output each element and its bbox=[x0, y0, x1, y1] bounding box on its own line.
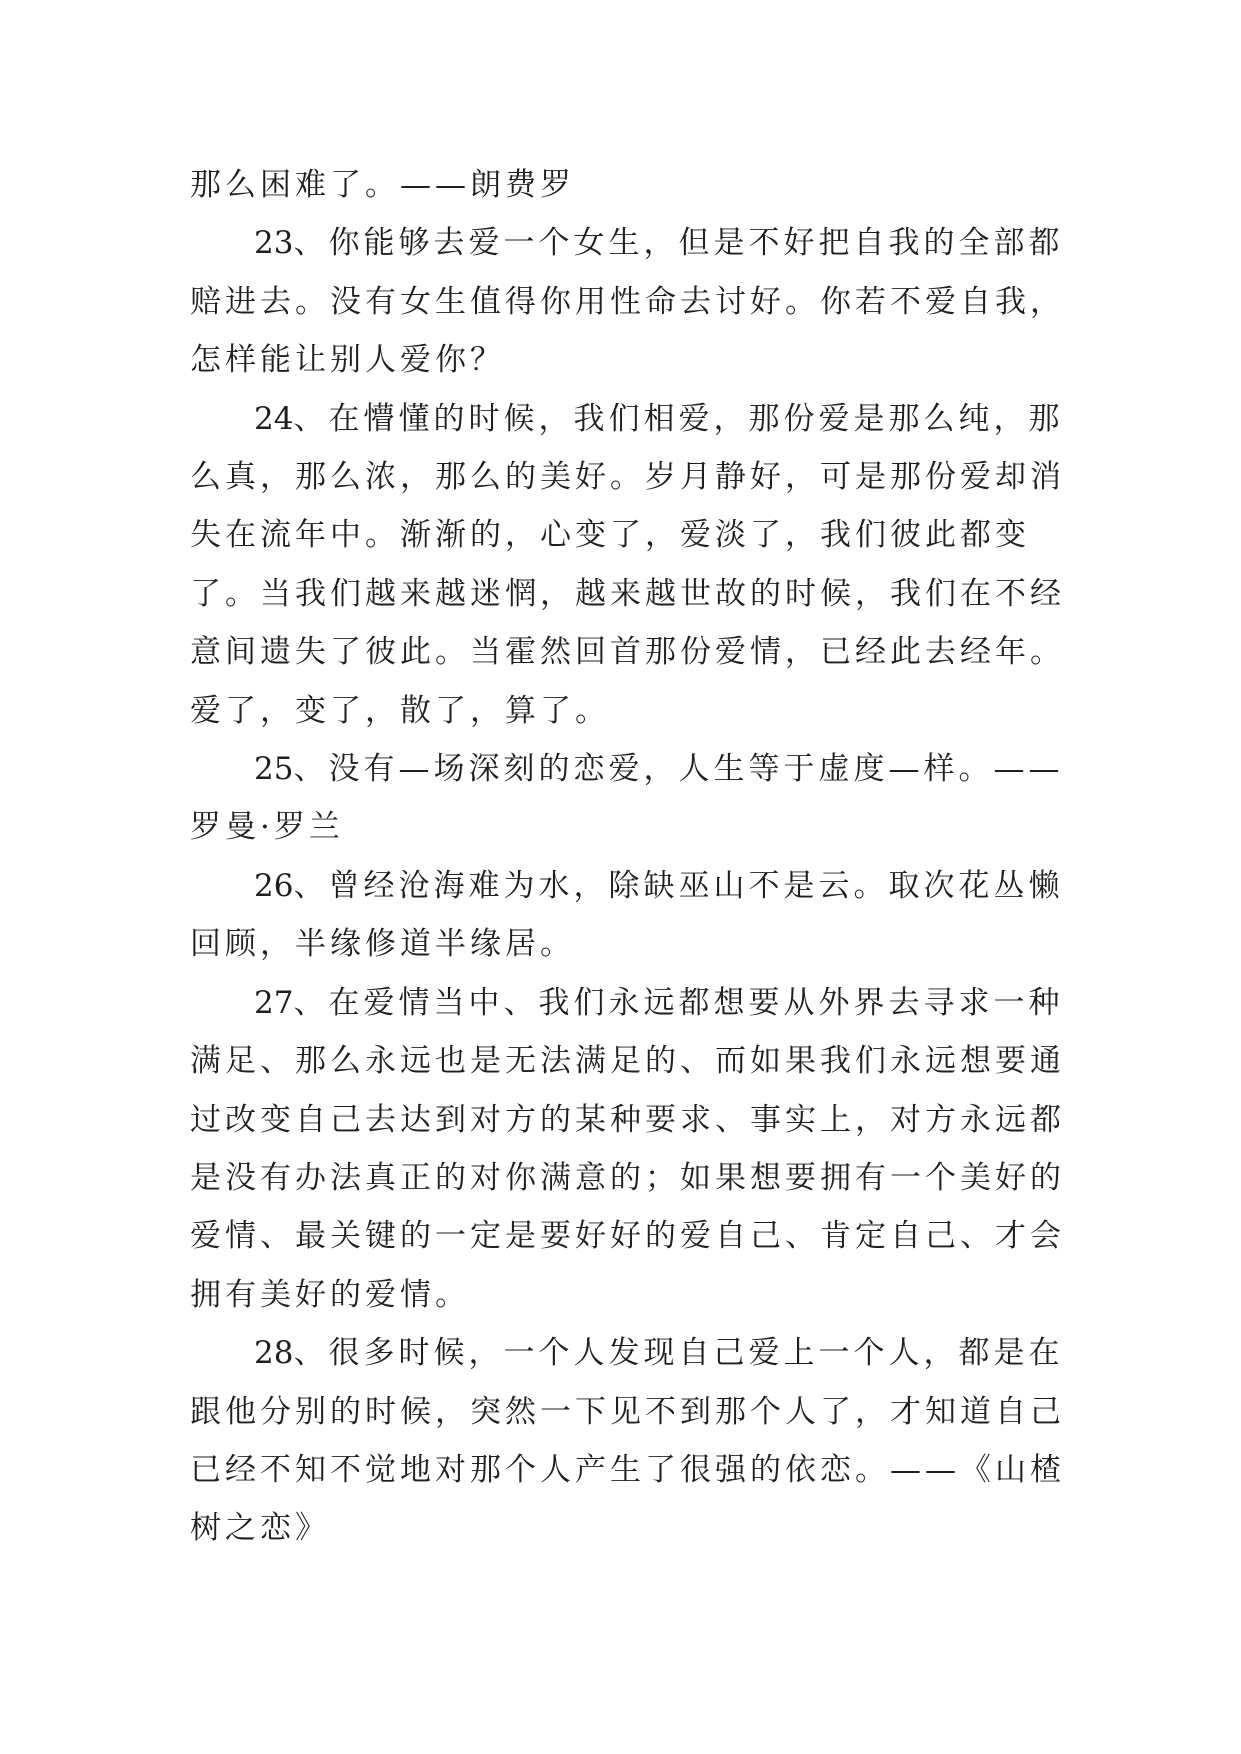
paragraph-text: 、在爱情当中、我们永远都想要从外界去寻求一种满足、那么永远也是无法满足的、而如果我们永远想要通过改变自己去达到对方的某种要求、事实上，对方永远都是没有办法真正的对你满意的；如果想要拥有一个美好的爱情、最关键的一定是要好好的爱自己、肯定自己、才会拥有美好的爱情。 bbox=[190, 984, 1065, 1313]
paragraph-text: 那么困难了。——朗费罗 bbox=[190, 167, 575, 203]
paragraph-25 bbox=[190, 740, 1065, 857]
paragraph-number: 26 bbox=[254, 867, 294, 904]
paragraph-26 bbox=[190, 857, 1065, 974]
paragraph-24 bbox=[190, 390, 1065, 740]
paragraph-23 bbox=[190, 214, 1065, 389]
paragraph-text: 、在懵懂的时候，我们相爱，那份爱是那么纯，那么真，那么浓，那么的美好。岁月静好，可是那份爱却消失在流年中。渐渐的，心变了，爱淡了，我们彼此都变了。当我们越来越迷惘，越来越世故的时候，我们在不经意间遗失了彼此。当霍然回首那份爱情，已经此去经年。爱了，变了，散了，算了。 bbox=[190, 400, 1065, 729]
paragraph-text: 、你能够去爱一个女生，但是不好把自我的全部都赔进去。没有女生值得你用性命去讨好。你若不爱自我，怎样能让别人爱你？ bbox=[190, 225, 1065, 379]
paragraph-number: 23 bbox=[254, 225, 294, 262]
paragraph-number: 27 bbox=[254, 984, 294, 1021]
paragraph-27 bbox=[190, 974, 1065, 1324]
body-text bbox=[190, 156, 1065, 1558]
paragraph-text: 、没有—场深刻的恋爱，人生等于虚度—样。——罗曼·罗兰 bbox=[190, 751, 1064, 846]
paragraph-number: 24 bbox=[254, 400, 294, 437]
paragraph-text: 、很多时候，一个人发现自己爱上一个人，都是在跟他分别的时候，突然一下见不到那个人了，才知道自己已经不知不觉地对那个人产生了很强的依恋。——《山楂树之恋》 bbox=[190, 1335, 1065, 1547]
paragraph-continuation bbox=[190, 156, 1065, 214]
paragraph-number: 25 bbox=[254, 751, 294, 788]
paragraph-28 bbox=[190, 1324, 1065, 1558]
paragraph-text: 、曾经沧海难为水，除缺巫山不是云。取次花丛懒回顾，半缘修道半缘居。 bbox=[190, 867, 1064, 963]
paragraph-number: 28 bbox=[254, 1335, 294, 1372]
